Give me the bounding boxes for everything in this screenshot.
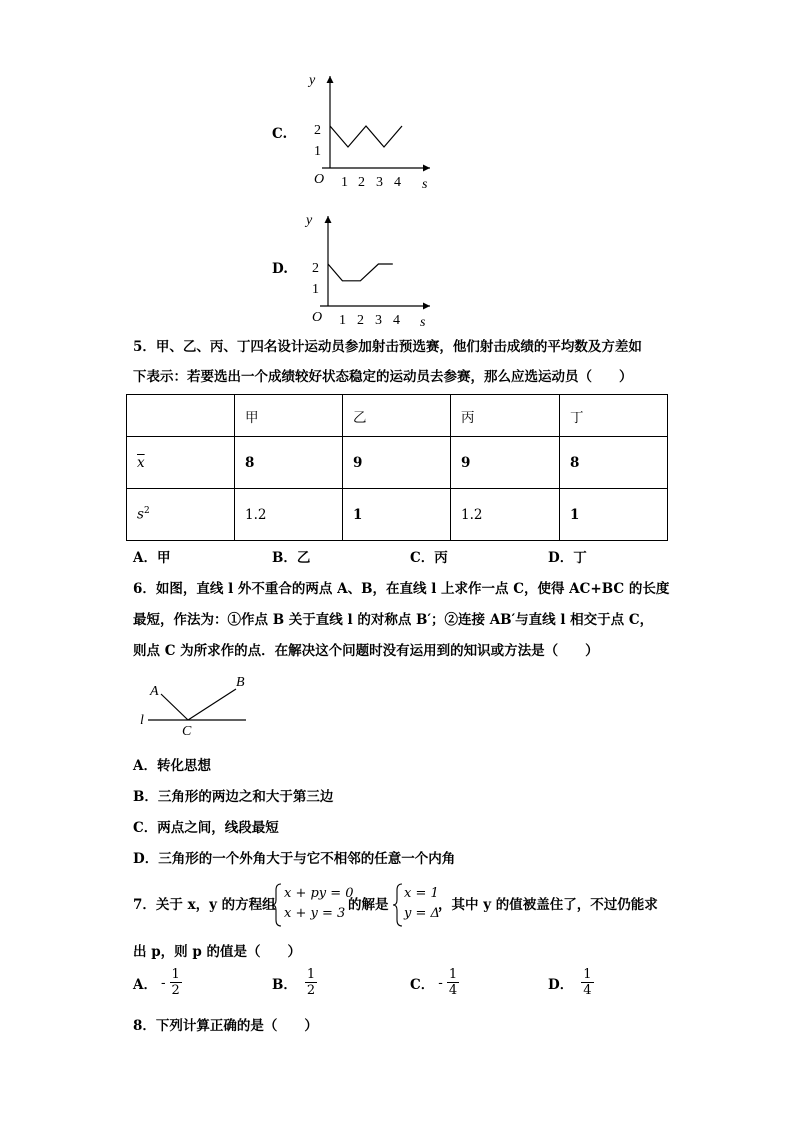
table-header-cell: 丁 [560,395,668,437]
option-d-label: D. [272,261,288,277]
fraction [305,967,317,998]
series-line [328,264,393,281]
table-cell: 1.2 [235,489,343,541]
numerator: 1 [583,967,592,982]
line-l-label: l [140,713,144,728]
table-cell: 8 [235,437,343,489]
q6-option-c: C．两点之间，线段最短 [133,820,279,836]
option-sign: - [160,974,166,991]
denominator: 2 [306,983,316,998]
q5-option-a: A．甲 [133,550,171,566]
y-axis-label: y [306,213,313,228]
q5-option-d: D．丁 [548,550,587,566]
q7-sol1: x = 1 [404,886,439,901]
y-tick-label: 1 [314,144,321,159]
denominator: 4 [448,983,458,998]
mean-label-cell [127,437,235,489]
q6-option-b: B．三角形的两边之和大于第三边 [133,789,334,805]
table-cell [127,395,235,437]
table-header-cell: 甲 [235,395,343,437]
q5-line2: 下表示：若要选出一个成绩较好状态稳定的运动员去参赛，那么应选运动员（ ） [133,369,633,385]
point-c-label: C [182,724,192,739]
origin-label: O [314,172,325,187]
q7-option-c [410,967,459,998]
q6-line1: 6．如图，直线 l 外不重合的两点 A、B，在直线 l 上求作一点 C，使得 AC+BC 的长度 [133,581,670,597]
q5-option-c: C．丙 [410,550,448,566]
q7-sol2: y = Δ [404,906,440,921]
table-row-variance [127,489,668,541]
brace-icon [392,883,404,927]
option-c-label: C. [272,126,288,142]
x-tick-label: 2 [358,175,365,190]
table-header-cell: 丙 [451,395,560,437]
point-b-label: B [236,675,245,690]
q7-option-a [133,967,182,998]
graph-c [300,68,440,193]
q7-eq1: x + py = 0 [284,886,354,901]
fraction [447,967,459,998]
x-tick-label: 3 [376,175,383,190]
y-tick-label: 1 [312,282,319,297]
mean-symbol: $\overline{x}$ [137,454,145,471]
x-tick-label: 1 [339,313,346,328]
q6-option-d: D．三角形的一个外角大于与它不相邻的任意一个内角 [133,851,456,867]
denominator: 2 [171,983,180,998]
q7-suffix: ，其中 y 的值被盖住了，不过仍能求 [438,897,658,913]
x-axis-label: s [420,315,426,330]
q7-eq2: x + y = 3 [284,906,346,921]
q7-line2: 出 p，则 p 的值是（ ） [133,944,301,960]
q6-line2: 最短，作法为：①作点 B 关于直线 l 的对称点 B′；②连接 AB′与直线 l 相交于点 C， [133,612,654,628]
brace-icon [271,883,283,927]
x-tick-label: 2 [357,313,364,328]
origin-label: O [312,310,323,325]
x-tick-label: 3 [375,313,382,328]
series-line [330,126,402,147]
table-cell: 1 [343,489,451,541]
segment-ac [161,694,188,720]
q6-option-a: A．转化思想 [133,758,211,774]
q8-line1: 8．下列计算正确的是（ ） [133,1018,318,1034]
option-label: A． [133,976,157,993]
option-sign: - [438,974,443,991]
x-tick-label: 4 [393,313,400,328]
variance-label-cell [127,489,235,541]
q7-option-d [548,967,594,998]
table-cell: 8 [560,437,668,489]
table-cell: 9 [343,437,451,489]
denominator: 4 [583,983,592,998]
x-tick-label: 4 [394,175,401,190]
y-axis-label: y [309,73,316,88]
q6-line3: 则点 C 为所求作的点．在解决这个问题时没有运用到的知识或方法是（ ） [133,643,599,659]
stats-table [126,394,668,541]
table-cell: 1 [560,489,668,541]
table-header-row [127,395,668,437]
q6-figure [136,672,251,742]
q7-middle: 的解是 [348,897,389,913]
fraction [581,967,593,998]
option-label: D． [548,976,574,993]
x-tick-label: 1 [341,175,348,190]
x-axis-label: s [422,177,428,192]
table-cell: 1.2 [451,489,560,541]
point-a-label: A [150,684,159,699]
variance-symbol: s [137,506,144,523]
y-tick-label: 2 [312,261,319,276]
option-label: C． [410,976,435,993]
variance-exponent: 2 [143,506,150,517]
q7-solution-system [404,884,440,924]
graph-d [300,208,440,333]
option-label: B． [272,976,297,993]
q5-line1: 5．甲、乙、丙、丁四名设计运动员参加射击预选赛，他们射击成绩的平均数及方差如 [133,339,642,355]
table-header-cell: 乙 [343,395,451,437]
q7-option-b [272,967,317,998]
y-tick-label: 2 [314,123,321,138]
q7-prefix: 7．关于 x，y 的方程组 [133,897,276,913]
table-row-mean [127,437,668,489]
fraction [170,967,182,998]
numerator: 1 [306,967,316,982]
numerator: 1 [448,967,458,982]
table-cell: 9 [451,437,560,489]
q7-equation-system [284,884,354,924]
q5-option-b: B．乙 [272,550,311,566]
numerator: 1 [171,967,180,982]
segment-cb [188,689,236,720]
